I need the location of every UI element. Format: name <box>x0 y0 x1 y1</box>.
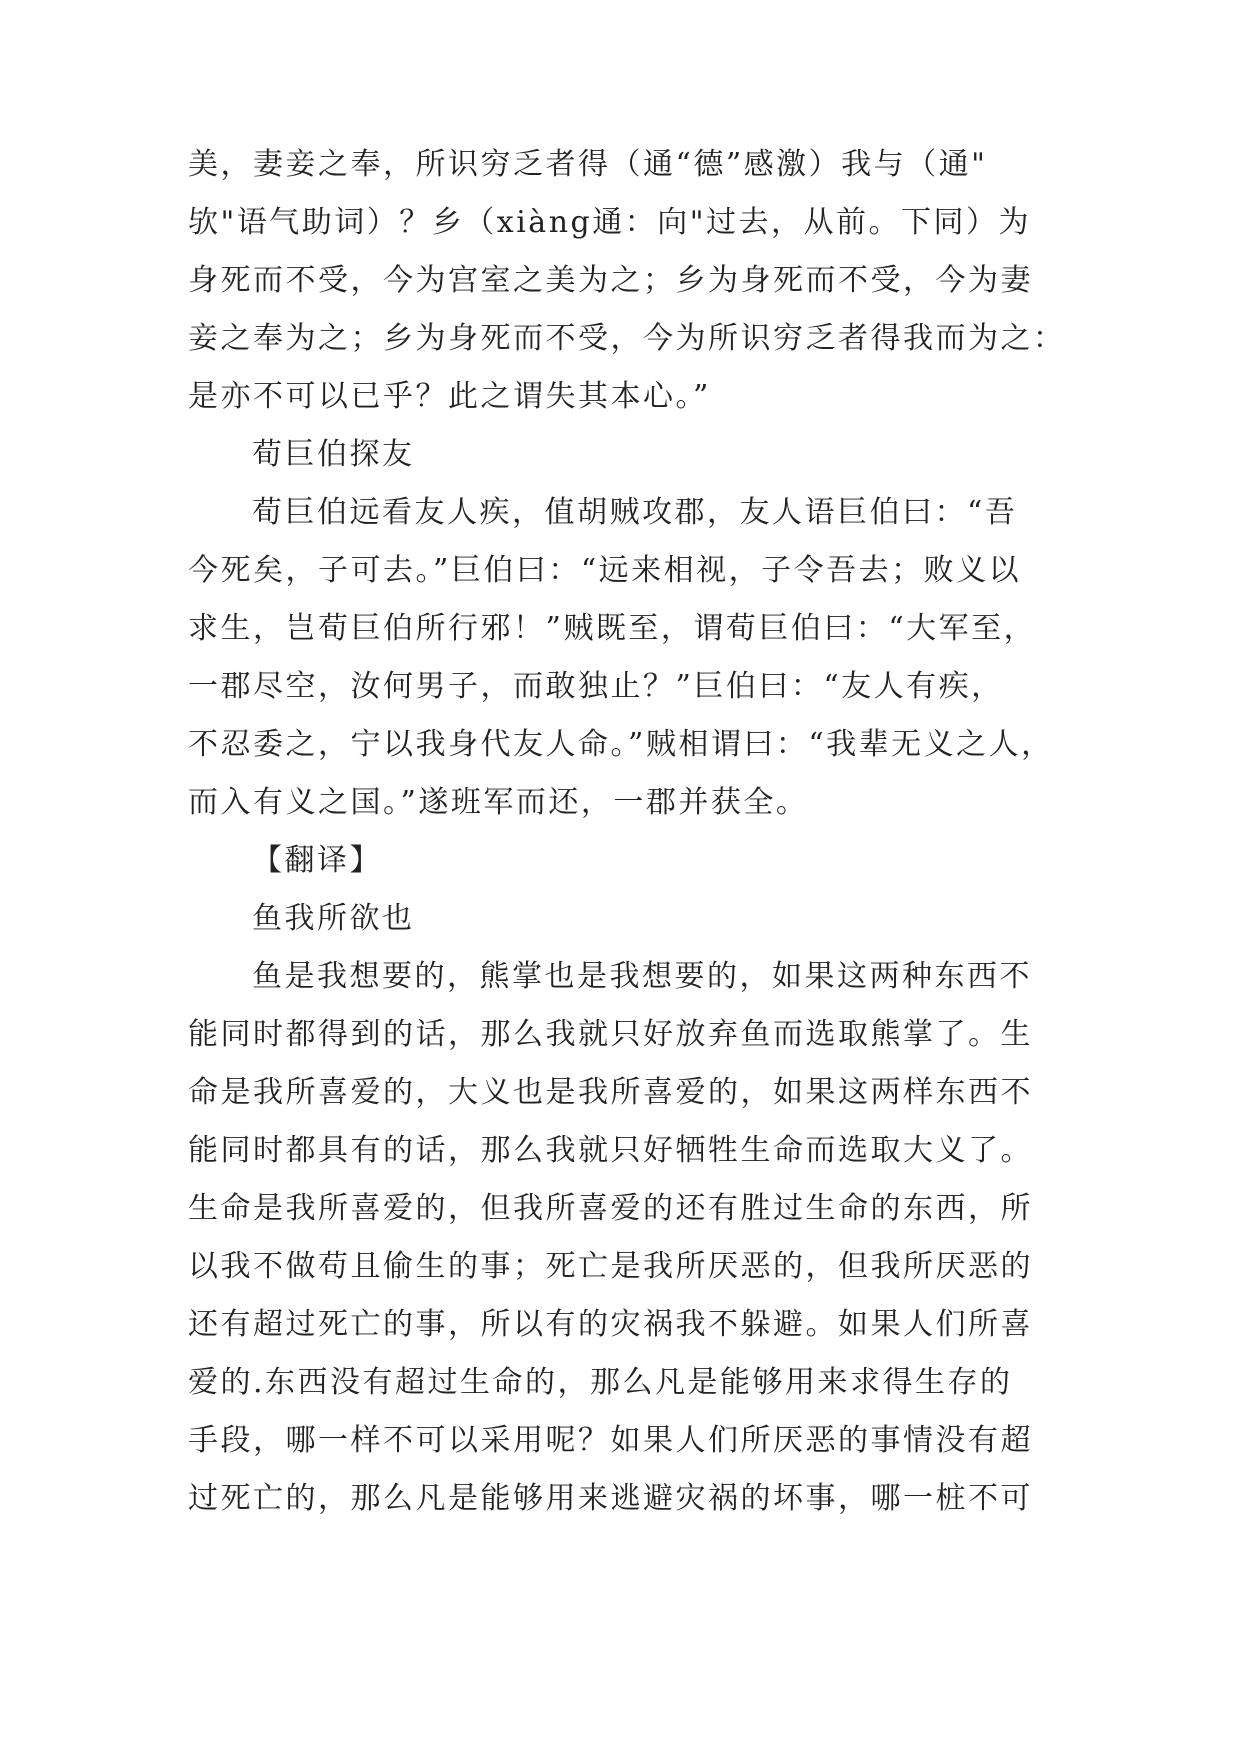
translation-heading: 【翻译】 <box>252 843 382 878</box>
paragraph-start: 鱼是我想要的，熊掌也是我想要的，如果这两种东西不 <box>252 959 1032 994</box>
text-line: 生命是我所喜爱的，但我所喜爱的还有胜过生命的东西，所 <box>188 1191 1033 1226</box>
text-line: 而入有义之国。”遂班军而还，一郡并获全。 <box>188 785 809 820</box>
text-line: 身死而不受，今为宫室之美为之；乡为身死而不受，今为妻 <box>188 263 1033 298</box>
text-line: 美，妻妾之奉，所识穷乏者得（通“德”感激）我与（通" <box>188 147 988 182</box>
text-line: 能同时都具有的话，那么我就只好牺牲生命而选取大义了。 <box>188 1133 1033 1168</box>
text-line: 求生，岂荀巨伯所行邪！”贼既至，谓荀巨伯曰：“大军至， <box>188 611 1037 646</box>
text-line: 还有超过死亡的事，所以有的灾祸我不躲避。如果人们所喜 <box>188 1307 1033 1342</box>
text-line: 今死矣，子可去。”巨伯曰：“远来相视，子令吾去；败义以 <box>188 553 1022 588</box>
section-title: 荀巨伯探友 <box>252 437 415 472</box>
document-body <box>188 136 1068 1528</box>
text-line: 命是我所喜爱的，大义也是我所喜爱的，如果这两样东西不 <box>188 1075 1033 1110</box>
text-line: 是亦不可以已乎？此之谓失其本心。” <box>188 379 711 414</box>
text-line: 能同时都得到的话，那么我就只好放弃鱼而选取熊掌了。生 <box>188 1017 1033 1052</box>
text-line: 手段，哪一样不可以采用呢？如果人们所厌恶的事情没有超 <box>188 1423 1033 1458</box>
text-line: 过死亡的，那么凡是能够用来逃避灾祸的坏事，哪一桩不可 <box>188 1481 1033 1516</box>
text-line: 不忍委之，宁以我身代友人命。”贼相谓曰：“我辈无义之人， <box>188 727 1054 762</box>
paragraph-start: 荀巨伯远看友人疾，值胡贼攻郡，友人语巨伯曰：“吾 <box>252 495 1018 530</box>
text-line: 欤"语气助词）？乡（xiàng通：向"过去，从前。下同）为 <box>188 205 1032 240</box>
section-title: 鱼我所欲也 <box>252 901 415 936</box>
text-line: 爱的.东西没有超过生命的，那么凡是能够用来求得生存的 <box>188 1365 1013 1400</box>
text-line: 一郡尽空，汝何男子，而敢独止？”巨伯曰：“友人有疾， <box>188 669 1004 704</box>
text-line: 以我不做苟且偷生的事；死亡是我所厌恶的，但我所厌恶的 <box>188 1249 1033 1284</box>
text-line: 妾之奉为之；乡为身死而不受，今为所识穷乏者得我而为之： <box>188 321 1066 356</box>
